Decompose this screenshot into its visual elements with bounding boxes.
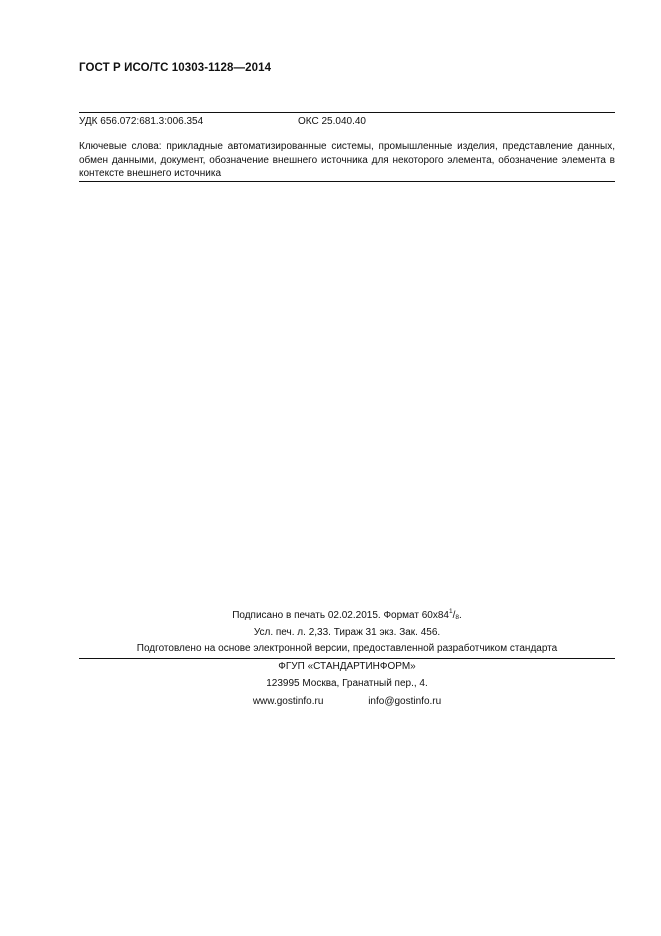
prepared-note: Подготовлено на основе электронной версии, предоставленной разработчиком стандарта: [136, 643, 558, 654]
signed-for-print: [79, 608, 615, 621]
publisher-divider: [79, 658, 615, 659]
oks-code: ОКС 25.040.40: [298, 116, 366, 127]
classification-line: [79, 116, 615, 130]
publisher-address: 123995 Москва, Гранатный пер., 4.: [266, 678, 428, 689]
email-link[interactable]: info@gostinfo.ru: [368, 696, 442, 707]
publisher-name: ФГУП «СТАНДАРТИНФОРМ»: [278, 661, 416, 672]
top-divider: [79, 112, 615, 113]
signed-text: Подписано в печать 02.02.2015. Формат 60x84: [232, 610, 449, 621]
udk-code: УДК 656.072:681.3:006.354: [79, 116, 204, 127]
format-fraction-numerator: 1: [448, 608, 453, 615]
format-fraction-slash: /: [452, 610, 456, 621]
publisher-contacts: [79, 696, 615, 707]
print-details: Усл. печ. л. 2,33. Тираж 31 экз. Зак. 456.: [253, 627, 441, 638]
signed-suffix: .: [459, 610, 462, 621]
standard-designation: ГОСТ Р ИСО/ТС 10303-1128—2014: [79, 62, 272, 74]
keywords-divider: [79, 181, 615, 182]
keywords-paragraph: Ключевые слова: прикладные автоматизированные системы, промышленные изделия, представление данных, обмен данными, документ, обозначение внешнего источника для некоторого элемента, обозначение элемента в контексте внешнего источника: [79, 141, 615, 179]
website-link[interactable]: www.gostinfo.ru: [252, 696, 324, 707]
format-fraction-denominator: 8: [455, 614, 460, 621]
